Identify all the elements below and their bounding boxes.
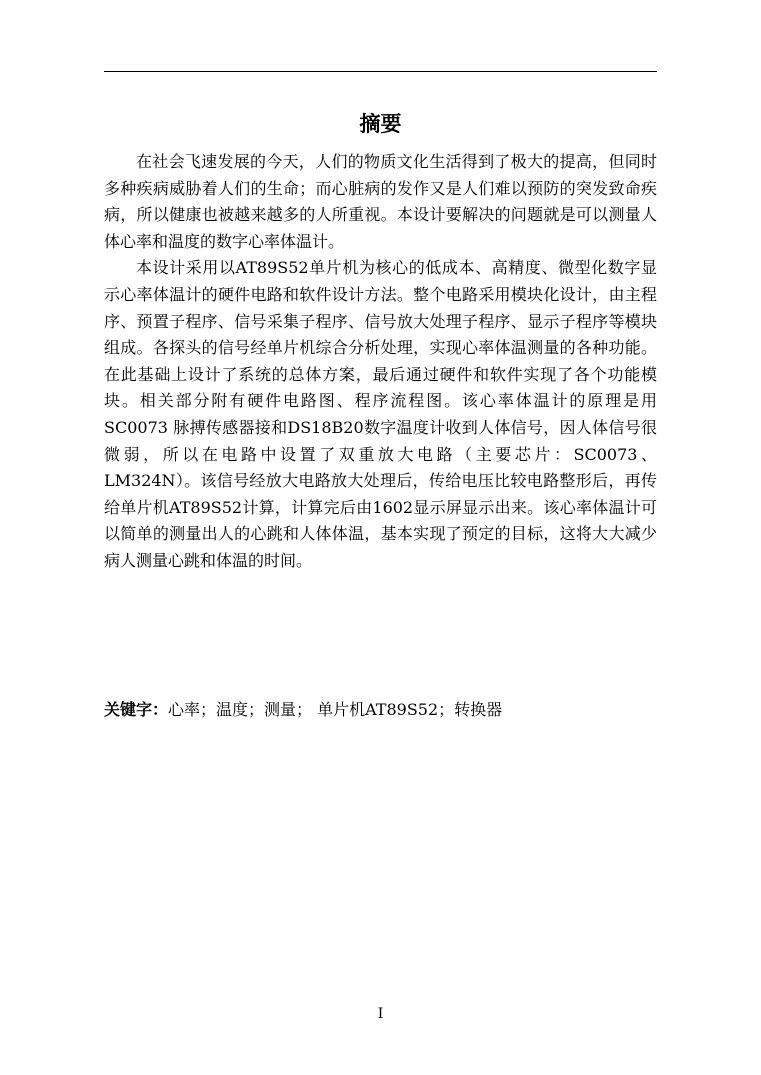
- abstract-paragraph-2: 本设计采用以AT89S52单片机为核心的低成本、高精度、微型化数字显示心率体温计的硬件电路和软件设计方法。整个电路采用模块化设计，由主程序、预置子程序、信号采集子程序、信号放大处理子程序、显示子程序等模块组成。各探头的信号经单片机综合分析处理，实现心率体温测量的各种功能。在此基础上设计了系统的总体方案，最后通过硬件和软件实现了各个功能模块。相关部分附有硬件电路图、程序流程图。该心率体温计的原理是用SC0073 脉搏传感器接和DS18B20数字温度计收到人体信号，因人体信号很微弱，所以在电路中设置了双重放大电路（主要芯片：SC0073、LM324N）。该信号经放大电路放大处理后，传给电压比较电路整形后，再传给单片机AT89S52计算，计算完后由1602显示屏显示出来。该心率体温计可以简单的测量出人的心跳和人体体温，基本实现了预定的目标，这将大大减少病人测量心跳和体温的时间。: [104, 258, 657, 570]
- keywords-text: 心率；温度；测量； 单片机AT89S52；转换器: [168, 700, 503, 719]
- header-rule: [104, 71, 657, 72]
- abstract-paragraph-1: 在社会飞速发展的今天，人们的物质文化生活得到了极大的提高，但同时多种疾病威胁着人们的生命；而心脏病的发作又是人们难以预防的突发致命疾病，所以健康也被越来越多的人所重视。本设计要解决的问题就是可以测量人体心率和温度的数字心率体温计。: [104, 152, 657, 251]
- page-number: I: [377, 1006, 384, 1022]
- page-title: 摘要: [359, 112, 402, 136]
- keywords-line: [104, 697, 657, 723]
- abstract-body: [104, 149, 657, 575]
- keywords-label: 关键字：: [104, 700, 169, 719]
